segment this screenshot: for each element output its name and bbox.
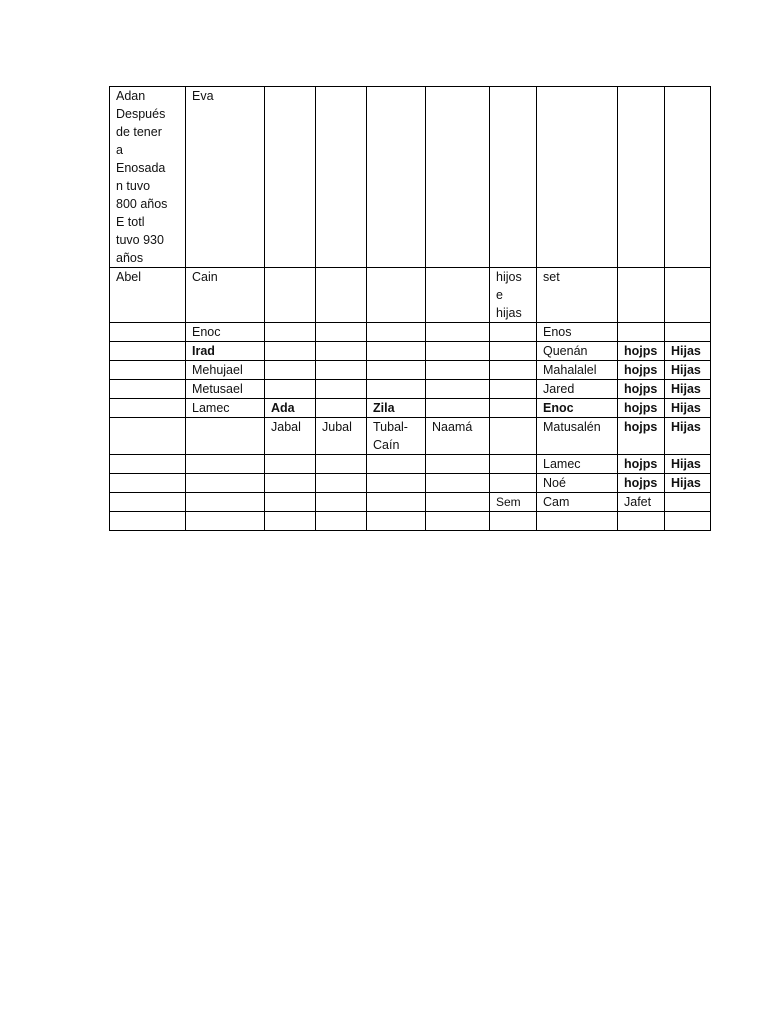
table-cell <box>316 268 367 323</box>
table-cell: hojps <box>618 399 665 418</box>
table-cell <box>490 323 537 342</box>
table-cell <box>265 380 316 399</box>
table-row <box>110 342 711 361</box>
table-cell <box>665 512 711 531</box>
table-cell: Hijas <box>665 418 711 455</box>
table-row <box>110 380 711 399</box>
table-cell: Ada <box>265 399 316 418</box>
table-cell: Naamá <box>426 418 490 455</box>
table-cell <box>367 323 426 342</box>
table-cell <box>537 512 618 531</box>
table-cell <box>426 380 490 399</box>
table-cell <box>110 399 186 418</box>
table-cell <box>426 268 490 323</box>
table-cell <box>367 512 426 531</box>
table-cell: Quenán <box>537 342 618 361</box>
table-cell <box>367 87 426 268</box>
table-cell <box>265 87 316 268</box>
table-cell <box>490 455 537 474</box>
table-body <box>110 87 711 531</box>
table-cell <box>110 418 186 455</box>
table-row <box>110 323 711 342</box>
table-cell <box>426 493 490 512</box>
table-cell <box>186 493 265 512</box>
table-cell: Jabal <box>265 418 316 455</box>
table-cell <box>490 342 537 361</box>
table-row <box>110 361 711 380</box>
table-cell: Mahalalel <box>537 361 618 380</box>
table-cell <box>110 342 186 361</box>
table-cell: Hijas <box>665 380 711 399</box>
table-cell <box>490 512 537 531</box>
table-cell: Zila <box>367 399 426 418</box>
table-cell <box>316 493 367 512</box>
table-cell <box>110 512 186 531</box>
table-cell: Cam <box>537 493 618 512</box>
table-cell <box>110 323 186 342</box>
table-cell <box>426 474 490 493</box>
table-cell: Eva <box>186 87 265 268</box>
table-cell <box>367 380 426 399</box>
table-cell <box>618 87 665 268</box>
table-row <box>110 474 711 493</box>
table-cell: Adan Después de tener a Enosada n tuvo 800 años E totl tuvo 930 años <box>110 87 186 268</box>
table-cell <box>316 323 367 342</box>
table-cell: Mehujael <box>186 361 265 380</box>
table-cell <box>316 342 367 361</box>
table-cell <box>316 361 367 380</box>
table-cell: Lamec <box>186 399 265 418</box>
table-cell: Abel <box>110 268 186 323</box>
table-cell <box>426 323 490 342</box>
table-cell: Cain <box>186 268 265 323</box>
table-cell <box>426 455 490 474</box>
table-cell: Hijas <box>665 361 711 380</box>
table-cell <box>265 268 316 323</box>
table-cell <box>316 87 367 268</box>
table-cell <box>110 493 186 512</box>
table-row <box>110 87 711 268</box>
table-cell: Enoc <box>186 323 265 342</box>
table-cell <box>316 380 367 399</box>
table-cell: hojps <box>618 361 665 380</box>
table-cell <box>110 361 186 380</box>
table-cell: Enos <box>537 323 618 342</box>
table-cell: Tubal- Caín <box>367 418 426 455</box>
table-cell <box>426 361 490 380</box>
table-cell <box>665 87 711 268</box>
table-cell <box>490 380 537 399</box>
table-cell <box>265 342 316 361</box>
table-cell <box>186 455 265 474</box>
table-cell: Enoc <box>537 399 618 418</box>
table-cell: Jared <box>537 380 618 399</box>
genealogy-table <box>109 86 711 531</box>
table-cell <box>426 87 490 268</box>
table-cell <box>490 474 537 493</box>
table-cell <box>110 455 186 474</box>
table-cell <box>367 474 426 493</box>
table-row <box>110 455 711 474</box>
table-cell <box>316 399 367 418</box>
table-cell: Hijas <box>665 342 711 361</box>
table-row <box>110 512 711 531</box>
table-cell <box>618 512 665 531</box>
table-cell: Matusalén <box>537 418 618 455</box>
table-cell <box>618 268 665 323</box>
table-cell <box>186 474 265 493</box>
table-cell: Hijas <box>665 474 711 493</box>
table-cell: Jubal <box>316 418 367 455</box>
table-cell: Irad <box>186 342 265 361</box>
table-cell <box>665 323 711 342</box>
table-cell <box>490 361 537 380</box>
table-cell: Hijas <box>665 455 711 474</box>
table-cell <box>265 455 316 474</box>
table-cell <box>367 342 426 361</box>
table-cell <box>367 361 426 380</box>
table-cell <box>490 399 537 418</box>
table-cell <box>665 268 711 323</box>
table-cell: hojps <box>618 380 665 399</box>
table-cell <box>265 512 316 531</box>
table-cell <box>265 323 316 342</box>
table-cell <box>537 87 618 268</box>
table-row <box>110 268 711 323</box>
table-cell <box>265 493 316 512</box>
table-cell: hojps <box>618 418 665 455</box>
table-cell <box>426 399 490 418</box>
table-cell: hojps <box>618 474 665 493</box>
table-cell: Metusael <box>186 380 265 399</box>
table-cell: hojps <box>618 342 665 361</box>
table-cell: Lamec <box>537 455 618 474</box>
table-row <box>110 399 711 418</box>
table-cell: hojps <box>618 455 665 474</box>
table-cell: hijos e hijas <box>490 268 537 323</box>
table-cell <box>186 418 265 455</box>
table-cell: Hijas <box>665 399 711 418</box>
table-cell <box>186 512 265 531</box>
table-cell <box>367 268 426 323</box>
table-cell: Noé <box>537 474 618 493</box>
table-cell <box>265 361 316 380</box>
table-cell <box>618 323 665 342</box>
table-cell <box>367 455 426 474</box>
table-row <box>110 493 711 512</box>
table-cell <box>490 87 537 268</box>
table-row <box>110 418 711 455</box>
table-cell <box>265 474 316 493</box>
table-cell <box>426 512 490 531</box>
table-cell <box>367 493 426 512</box>
table-cell <box>110 380 186 399</box>
table-cell <box>316 455 367 474</box>
table-cell: Jafet <box>618 493 665 512</box>
table-cell: Sem <box>490 493 537 512</box>
table-cell <box>665 493 711 512</box>
table-cell <box>316 512 367 531</box>
table-cell <box>490 418 537 455</box>
table-cell <box>316 474 367 493</box>
table-cell: set <box>537 268 618 323</box>
table-cell <box>426 342 490 361</box>
table-cell <box>110 474 186 493</box>
